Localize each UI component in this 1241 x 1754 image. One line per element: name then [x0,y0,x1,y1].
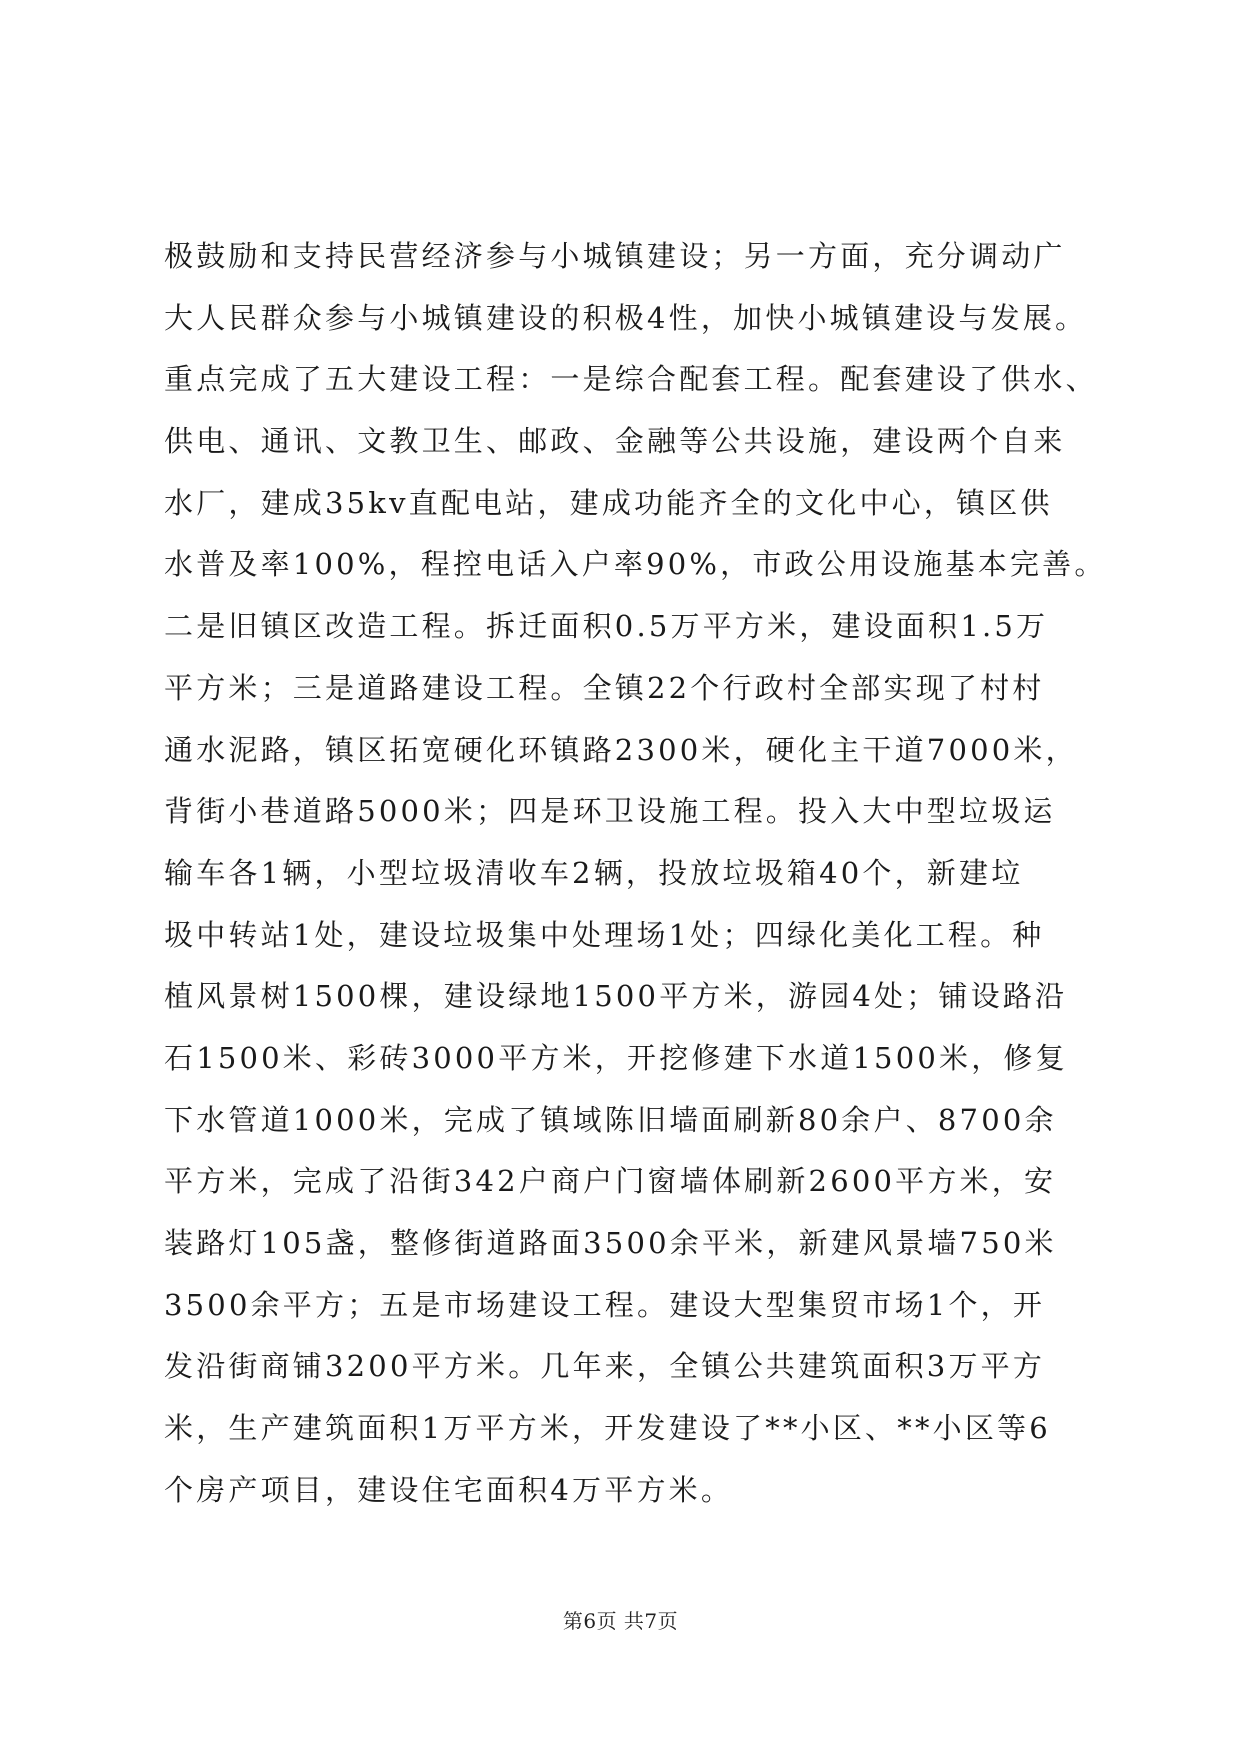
text-line: 个房产项目，建设住宅面积4万平方米。 [164,1472,734,1507]
text-line: 输车各1辆，小型垃圾清收车2辆，投放垃圾箱40个，新建垃 [164,855,1024,890]
text-line: 大人民群众参与小城镇建设的积极4性，加快小城镇建设与发展。 [164,300,1088,335]
text-line: 圾中转站1处，建设垃圾集中处理场1处；四绿化美化工程。种 [164,917,1045,952]
text-line: 二是旧镇区改造工程。拆迁面积0.5万平方米，建设面积1.5万 [164,609,1049,644]
text-line: 平方米，完成了沿街342户商户门窗墙体刷新2600平方米，安 [164,1164,1057,1199]
text-line: 发沿街商铺3200平方米。几年来，全镇公共建筑面积3万平方 [164,1349,1046,1384]
text-line: 平方米；三是道路建设工程。全镇22个行政村全部实现了村村 [164,670,1045,705]
text-line: 米，生产建筑面积1万平方米，开发建设了**小区、**小区等6 [164,1411,1051,1446]
text-line: 3500余平方；五是市场建设工程。建设大型集贸市场1个，开 [164,1287,1046,1322]
text-line: 背街小巷道路5000米；四是环卫设施工程。投入大中型垃圾运 [164,794,1056,829]
body-text [164,226,1124,1521]
text-line: 下水管道1000米，完成了镇域陈旧墙面刷新80余户、8700余 [164,1102,1057,1137]
text-line: 植风景树1500棵，建设绿地1500平方米，游园4处；铺设路沿 [164,979,1068,1014]
text-line: 装路灯105盏，整修街道路面3500余平米，新建风景墙750米 [164,1226,1057,1260]
text-line: 供电、通讯、文教卫生、邮政、金融等公共设施，建设两个自来 [164,424,1066,459]
text-line: 水普及率100%，程控电话入户率90%，市政公用设施基本完善。 [164,547,1107,582]
text-line: 石1500米、彩砖3000平方米，开挖修建下水道1500米，修复 [164,1040,1068,1075]
text-line: 通水泥路，镇区拓宽硬化环镇路2300米，硬化主干道7000米， [164,732,1078,767]
text-line: 重点完成了五大建设工程：一是综合配套工程。配套建设了供水、 [164,362,1098,397]
page-footer: 第6页 共7页 [562,1609,679,1633]
text-line: 极鼓励和支持民营经济参与小城镇建设；另一方面，充分调动广 [164,239,1066,273]
text-line: 水厂，建成35kv直配电站，建成功能齐全的文化中心，镇区供 [164,485,1053,520]
